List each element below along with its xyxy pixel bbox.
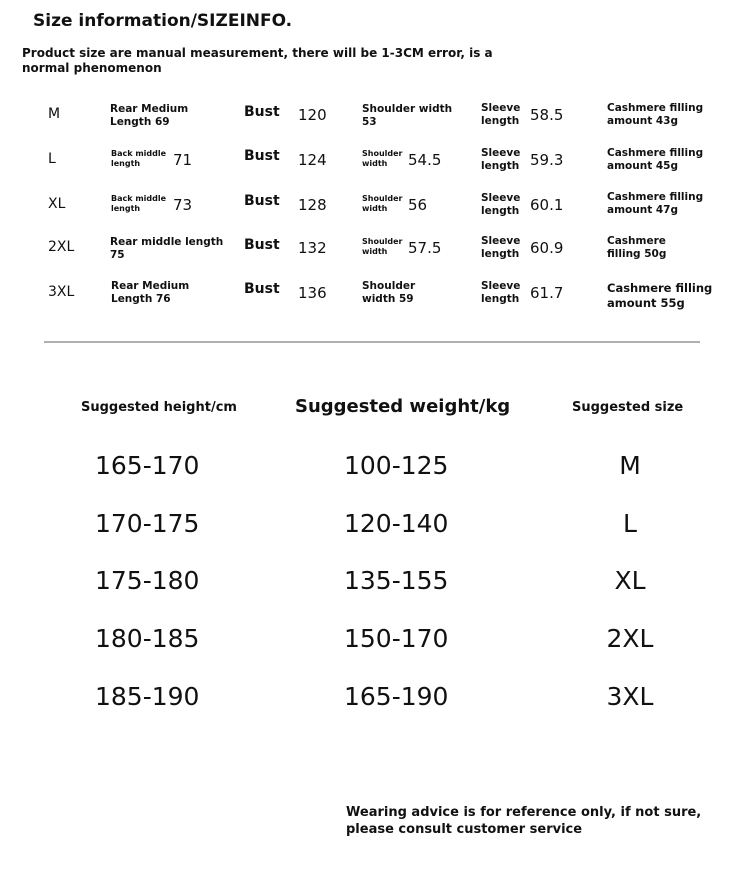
cashmere-label: Cashmere filling amount 55g [607, 281, 713, 310]
wearing-advice: Wearing advice is for reference only, if not sure, please consult customer service [346, 805, 702, 837]
length-label: Back middle length [111, 194, 167, 213]
shoulder-label: Shoulder width 53 [362, 103, 453, 128]
height-value: 180-185 [95, 624, 200, 653]
shoulder-label: Shoulder width [362, 149, 403, 168]
shoulder-label: Shoulder width [362, 194, 403, 213]
length-value: 73 [173, 196, 193, 214]
shoulder-value: 56 [408, 196, 428, 214]
size-value: L [623, 509, 637, 538]
sleeve-value: 60.1 [530, 196, 564, 214]
weight-value: 120-140 [344, 509, 449, 538]
weight-value: 165-190 [344, 682, 449, 711]
bust-label: Bust [244, 104, 280, 120]
header-height: Suggested height/cm [81, 400, 237, 415]
section-divider [44, 341, 700, 343]
size-label: 3XL [48, 284, 75, 300]
size-value: M [619, 451, 641, 480]
bust-label: Bust [244, 281, 280, 297]
bust-value: 128 [298, 196, 327, 214]
sleeve-value: 58.5 [530, 106, 564, 124]
length-label: Rear Medium Length 76 [111, 280, 190, 305]
size-value: XL [614, 566, 646, 595]
sleeve-value: 60.9 [530, 239, 564, 257]
size-label: XL [48, 196, 66, 212]
bust-label: Bust [244, 237, 280, 253]
cashmere-label: Cashmere filling amount 47g [607, 191, 704, 216]
header-weight: Suggested weight/kg [295, 396, 511, 417]
page-title: Size information/SIZEINFO. [33, 11, 293, 31]
weight-value: 150-170 [344, 624, 449, 653]
size-label: 2XL [48, 239, 75, 255]
shoulder-value: 57.5 [408, 239, 442, 257]
shoulder-value: 54.5 [408, 151, 442, 169]
size-label: L [48, 151, 56, 167]
sleeve-label: Sleeve length [481, 102, 521, 127]
bust-value: 136 [298, 284, 327, 302]
size-value: 2XL [606, 624, 654, 653]
header-size: Suggested size [572, 400, 684, 415]
height-value: 185-190 [95, 682, 200, 711]
sleeve-label: Sleeve length [481, 280, 521, 305]
height-value: 170-175 [95, 509, 200, 538]
bust-label: Bust [244, 148, 280, 164]
sleeve-label: Sleeve length [481, 147, 521, 172]
bust-value: 124 [298, 151, 327, 169]
length-value: 71 [173, 151, 193, 169]
cashmere-label: Cashmere filling amount 45g [607, 147, 704, 172]
height-value: 175-180 [95, 566, 200, 595]
shoulder-label: Shoulder width 59 [362, 280, 416, 305]
weight-value: 100-125 [344, 451, 449, 480]
shoulder-label: Shoulder width [362, 237, 403, 256]
size-value: 3XL [606, 682, 654, 711]
sleeve-value: 61.7 [530, 284, 564, 302]
height-value: 165-170 [95, 451, 200, 480]
measurement-note: Product size are manual measurement, there will be 1-3CM error, is a normal phenomenon [22, 46, 493, 75]
bust-value: 132 [298, 239, 327, 257]
weight-value: 135-155 [344, 566, 449, 595]
sleeve-label: Sleeve length [481, 192, 521, 217]
length-label: Rear Medium Length 69 [110, 103, 189, 128]
size-label: M [48, 106, 61, 122]
length-label: Back middle length [111, 149, 167, 168]
bust-value: 120 [298, 106, 327, 124]
sleeve-label: Sleeve length [481, 235, 521, 260]
sleeve-value: 59.3 [530, 151, 564, 169]
cashmere-label: Cashmere filling 50g [607, 235, 667, 260]
length-label: Rear middle length 75 [110, 236, 224, 261]
bust-label: Bust [244, 193, 280, 209]
cashmere-label: Cashmere filling amount 43g [607, 102, 704, 127]
